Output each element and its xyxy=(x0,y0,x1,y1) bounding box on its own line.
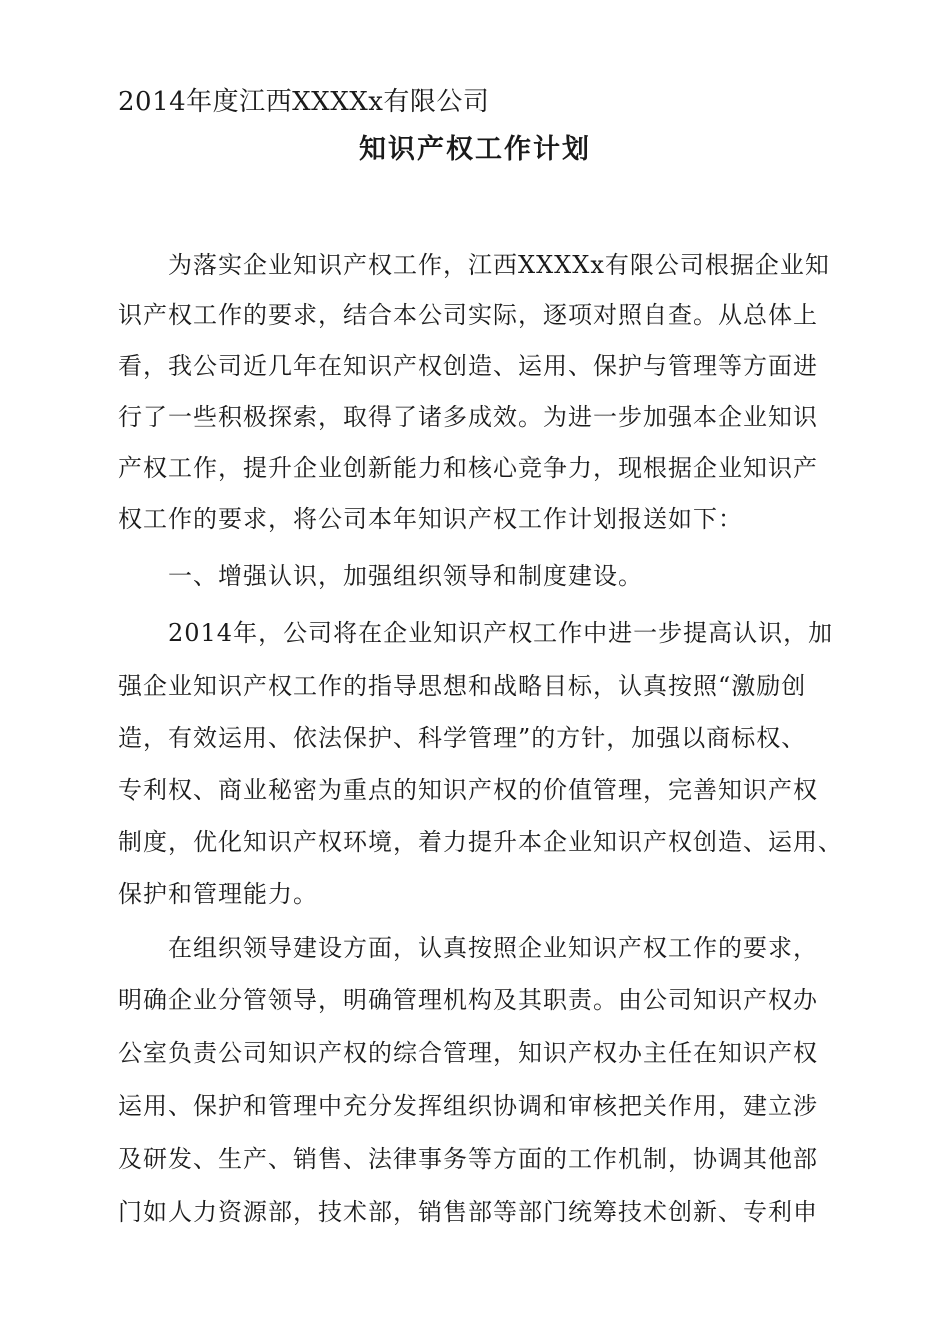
paragraph-4-line-2: 明确企业分管领导，明确管理机构及其职责。由公司知识产权办 xyxy=(118,986,818,1014)
paragraph-3-line-4: 专利权、商业秘密为重点的知识产权的价值管理，完善知识产权 xyxy=(118,776,818,804)
section-heading-1: 一、增强认识，加强组织领导和制度建设。 xyxy=(168,562,643,590)
paragraph-1-line-2: 识产权工作的要求，结合本公司实际，逐项对照自查。从总体上 xyxy=(118,301,818,329)
paragraph-1-line-1: 为落实企业知识产权工作，江西XXXXx有限公司根据企业知 xyxy=(168,251,830,279)
paragraph-1-line-4: 行了一些积极探索，取得了诸多成效。为进一步加强本企业知识 xyxy=(118,403,818,431)
paragraph-1-line-3: 看，我公司近几年在知识产权创造、运用、保护与管理等方面进 xyxy=(118,352,818,380)
paragraph-4-line-1: 在组织领导建设方面，认真按照企业知识产权工作的要求， xyxy=(168,934,818,962)
paragraph-1-line-6: 权工作的要求，将公司本年知识产权工作计划报送如下： xyxy=(118,505,743,533)
paragraph-1-line-5: 产权工作，提升企业创新能力和核心竞争力，现根据企业知识产 xyxy=(118,454,818,482)
document-title-line1: 2014年度江西XXXXx有限公司 xyxy=(118,87,490,117)
paragraph-3-line-3: 造，有效运用、依法保护、科学管理”的方针，加强以商标权、 xyxy=(118,724,807,752)
document-title-line2: 知识产权工作计划 xyxy=(359,134,591,165)
paragraph-3-line-1: 2014年，公司将在企业知识产权工作中进一步提高认识，加 xyxy=(168,619,834,647)
paragraph-4-line-5: 及研发、生产、销售、法律事务等方面的工作机制，协调其他部 xyxy=(118,1145,818,1173)
paragraph-4-line-6: 门如人力资源部，技术部，销售部等部门统筹技术创新、专利申 xyxy=(118,1198,818,1226)
paragraph-3-line-6: 保护和管理能力。 xyxy=(118,880,318,908)
paragraph-3-line-2: 强企业知识产权工作的指导思想和战略目标，认真按照“激励创 xyxy=(118,672,807,700)
paragraph-4-line-3: 公室负责公司知识产权的综合管理，知识产权办主任在知识产权 xyxy=(118,1039,818,1067)
paragraph-4-line-4: 运用、保护和管理中充分发挥组织协调和审核把关作用，建立涉 xyxy=(118,1092,818,1120)
paragraph-3-line-5: 制度，优化知识产权环境，着力提升本企业知识产权创造、运用、 xyxy=(118,828,843,856)
